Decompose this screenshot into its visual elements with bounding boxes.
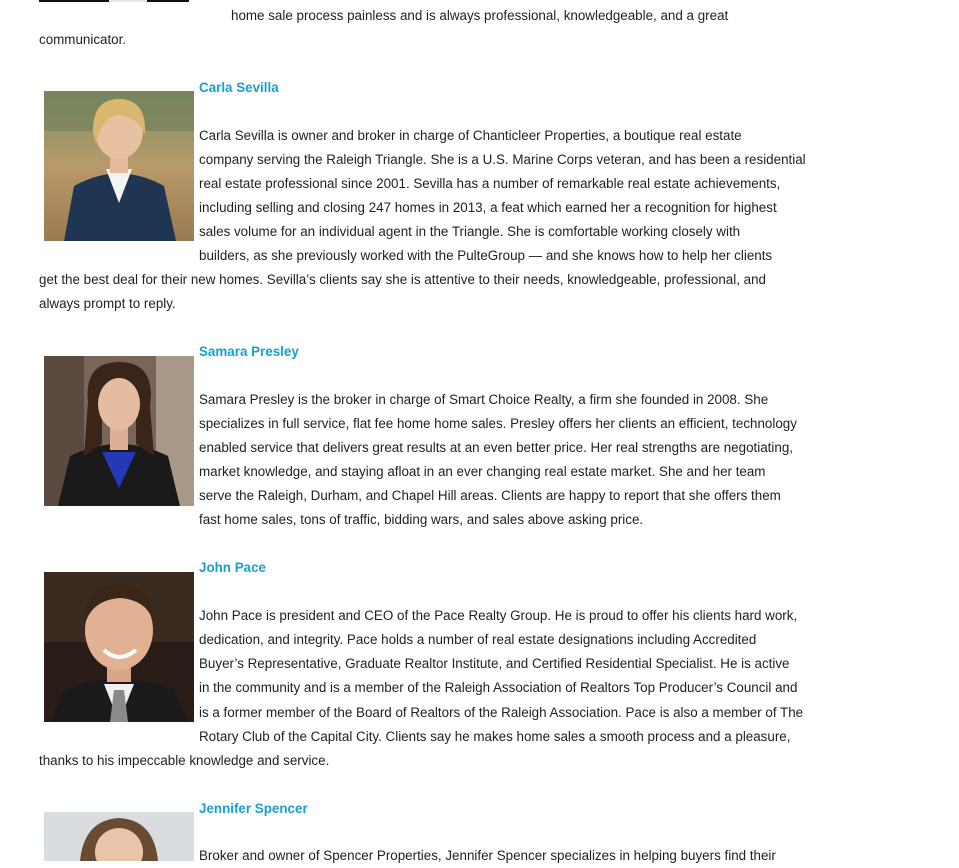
top-divider <box>39 0 189 2</box>
agent-bio-line: is a former member of the Board of Realtors of the Raleigh Association. Pace is also a member of The <box>199 705 804 720</box>
agent-bio-line: including selling and closing 247 homes in 2013, a feat which earned her a recognition for highest <box>199 200 777 215</box>
agent-photo-samara-presley <box>44 356 194 506</box>
intro-text-line: communicator. <box>39 32 127 47</box>
agent-name-samara-presley[interactable]: Samara Presley <box>199 344 299 359</box>
agent-bio-line: Samara Presley is the broker in charge of Smart Choice Realty, a firm she founded in 2008. She <box>199 392 769 407</box>
agent-bio-line: always prompt to reply. <box>39 296 176 311</box>
agent-photo-jennifer-spencer <box>44 812 194 861</box>
agent-photo-john-pace <box>44 572 194 722</box>
agent-bio-line: market knowledge, and staying afloat in an ever changing real estate market. She and her team <box>199 464 766 479</box>
agent-name-john-pace[interactable]: John Pace <box>199 560 266 575</box>
agent-bio-line: specializes in full service, flat fee home home sales. Presley offers her clients an efficient, technology <box>199 416 797 431</box>
agent-bio-line: fast home sales, tons of traffic, bidding wars, and sales above asking price. <box>199 512 644 527</box>
agent-bio-line: dedication, and integrity. Pace holds a number of real estate designations including Accredited <box>199 632 757 647</box>
agent-bio-line: thanks to his impeccable knowledge and service. <box>39 753 330 768</box>
agent-name-jennifer-spencer[interactable]: Jennifer Spencer <box>199 801 308 816</box>
agent-bio-line: John Pace is president and CEO of the Pace Realty Group. He is proud to offer his clients hard work, <box>199 608 798 623</box>
agent-bio-line: Rotary Club of the Capital City. Clients say he makes home sales a smooth process and a pleasure, <box>199 729 791 744</box>
agent-name-carla-sevilla[interactable]: Carla Sevilla <box>199 80 279 95</box>
agent-photo-carla-sevilla <box>44 91 194 241</box>
agent-bio-line: Carla Sevilla is owner and broker in charge of Chanticleer Properties, a boutique real estate <box>199 128 742 143</box>
agent-bio-line: real estate professional since 2001. Sevilla has a number of remarkable real estate achievements, <box>199 176 781 191</box>
agent-bio-line: builders, as she previously worked with the PulteGroup — and she knows how to help her clients <box>199 248 773 263</box>
intro-text-line: home sale process painless and is always professional, knowledgeable, and a great <box>231 8 729 23</box>
agent-bio-line: Buyer’s Representative, Graduate Realtor Institute, and Certified Residential Specialist. He is active <box>199 656 790 671</box>
agent-bio-line: Broker and owner of Spencer Properties, Jennifer Spencer specializes in helping buyers find their <box>199 848 776 863</box>
agent-bio-line: enabled service that delivers great results at an even better price. Her real strengths are negotiating, <box>199 440 793 455</box>
agent-bio-line: company serving the Raleigh Triangle. She is a U.S. Marine Corps veteran, and has been a residential <box>199 152 806 167</box>
agent-bio-line: sales volume for an individual agent in the Triangle. She is comfortable working closely with <box>199 224 741 239</box>
agent-bio-line: serve the Raleigh, Durham, and Chapel Hill areas. Clients are happy to report that she offers them <box>199 488 781 503</box>
agent-bio-line: get the best deal for their new homes. Sevilla’s clients say she is attentive to their needs, knowledgeable, professional, and <box>39 272 766 287</box>
agent-bio-line: in the community and is a member of the Raleigh Association of Realtors Top Producer’s Council and <box>199 680 798 695</box>
